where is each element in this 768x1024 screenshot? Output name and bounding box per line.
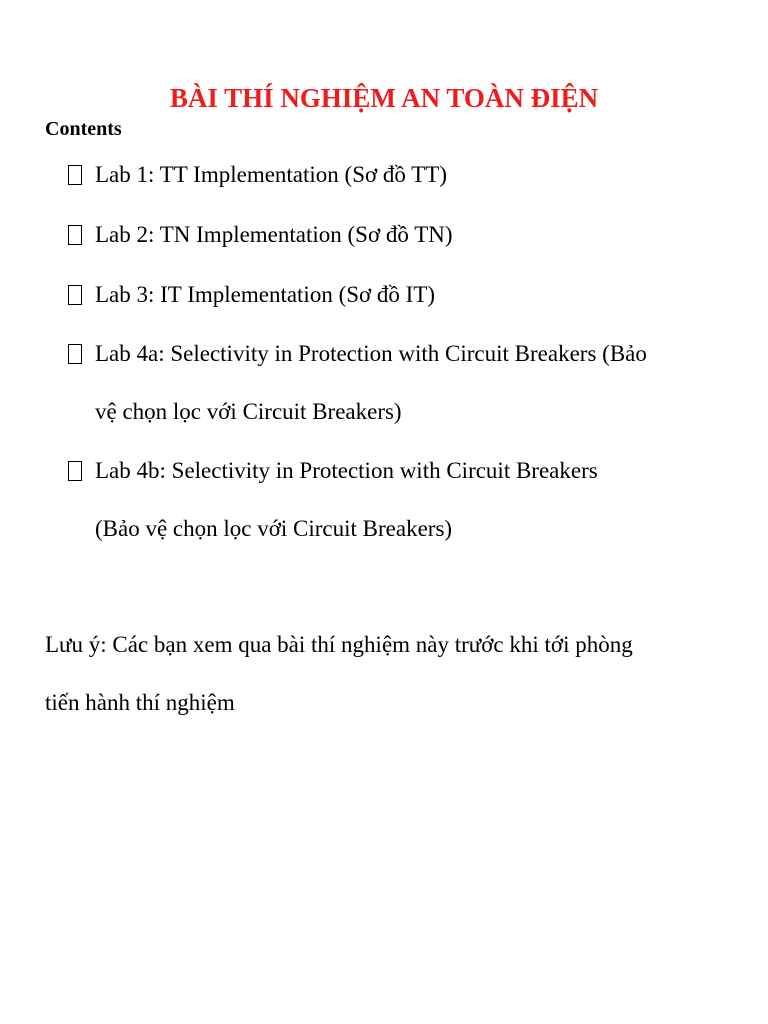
toc-item-label-continued: (Bảo vệ chọn lọc với Circuit Breakers) xyxy=(95,516,453,541)
toc-item-label: Lab 1: TT Implementation (Sơ đồ TT) xyxy=(95,162,447,187)
bullet-box-icon xyxy=(68,285,82,305)
bullet-box-icon xyxy=(68,225,82,245)
toc-item-label: Lab 4b: Selectivity in Protection with Circuit Breakers xyxy=(95,458,598,483)
toc-item-label: Lab 2: TN Implementation (Sơ đồ TN) xyxy=(95,222,453,247)
document-title: BÀI THÍ NGHIỆM AN TOÀN ĐIỆN xyxy=(169,83,599,114)
note-line-2: tiến hành thí nghiệm xyxy=(45,690,235,715)
toc-item-label: Lab 3: IT Implementation (Sơ đồ IT) xyxy=(95,282,436,307)
bullet-box-icon xyxy=(68,344,82,364)
note-line-1: Lưu ý: Các bạn xem qua bài thí nghiệm này trước khi tới phòng xyxy=(45,632,633,657)
toc-item-label-continued: vệ chọn lọc với Circuit Breakers) xyxy=(95,399,402,424)
bullet-box-icon xyxy=(68,165,82,185)
toc-item-label: Lab 4a: Selectivity in Protection with Circuit Breakers (Bảo xyxy=(95,341,647,366)
bullet-box-icon xyxy=(68,461,82,481)
contents-heading: Contents xyxy=(45,118,122,140)
